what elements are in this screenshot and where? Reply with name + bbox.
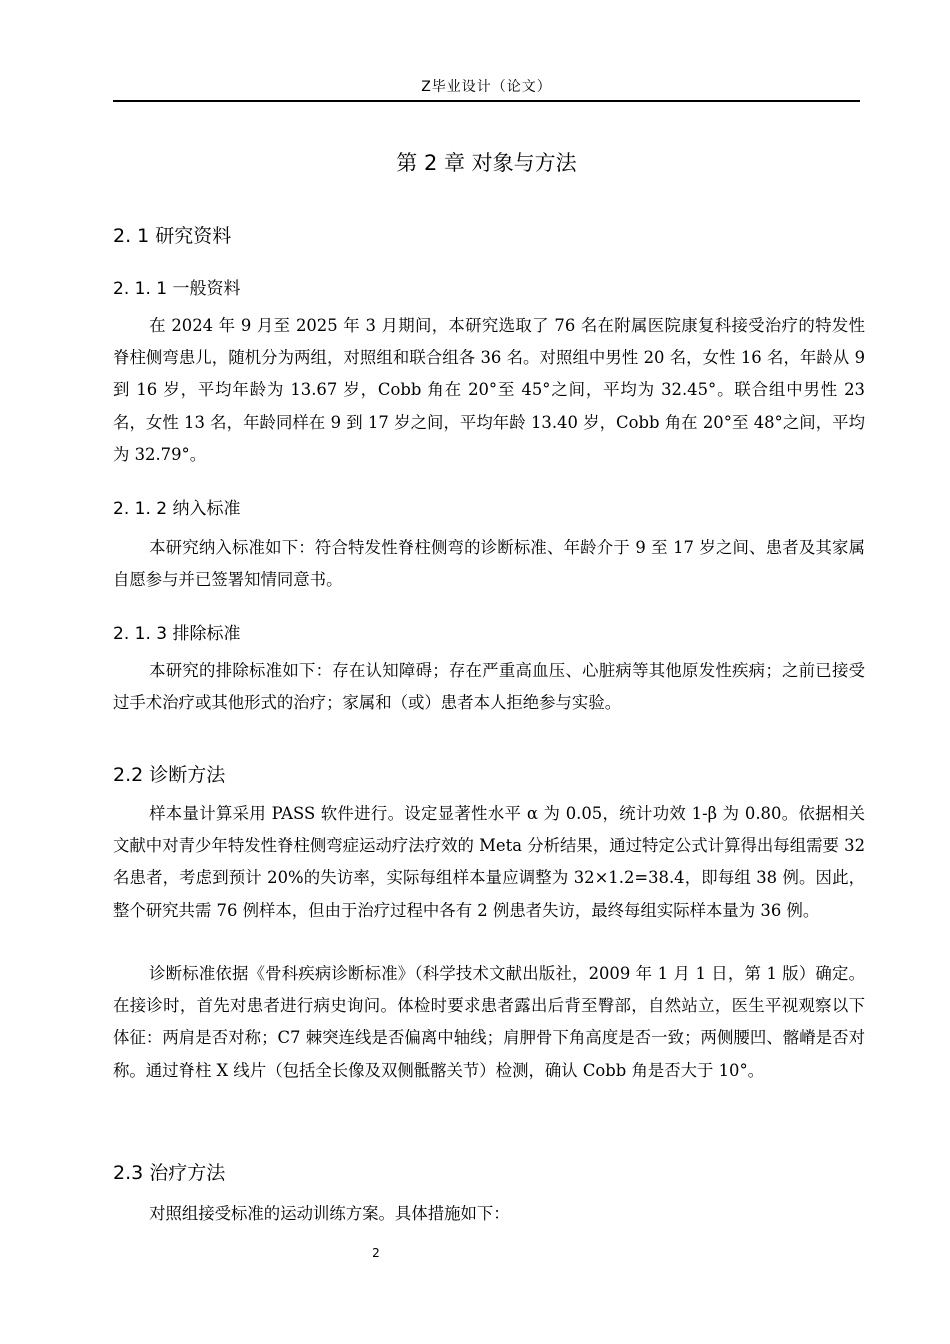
section-heading-2-1: 2. 1 研究资料 (113, 225, 232, 247)
section-heading-2-1-3: 2. 1. 3 排除标准 (113, 624, 241, 644)
section-heading-2-3: 2.3 治疗方法 (113, 1162, 226, 1184)
paragraph-sample-size: 样本量计算采用 PASS 软件进行。设定显著性水平 α 为 0.05，统计功效 1-β 为 0.80。依据相关文献中对青少年特发性脊柱侧弯症运动疗法疗效的 Meta 分析结果，通过特定公式计算得出每组需要 32 名患者，考虑到预计 20%的失访率，实际每组样本量应调整为 32×1.2=38.4，即每组 38 例。因此，整个研究共需 76 例样本，但由于治疗过程中各有 2 例患者失访，最终每组实际样本量为 36 例。 (113, 804, 865, 920)
paragraph-inclusion-criteria: 本研究纳入标准如下：符合特发性脊柱侧弯的诊断标准、年龄介于 9 至 17 岁之间、患者及其家属自愿参与并已签署知情同意书。 (113, 538, 865, 590)
chapter-title: 第 2 章 对象与方法 (396, 151, 577, 175)
section-heading-2-1-2: 2. 1. 2 纳入标准 (113, 499, 241, 519)
section-heading-2-1-1: 2. 1. 1 一般资料 (113, 279, 241, 299)
section-heading-2-2: 2.2 诊断方法 (113, 764, 226, 786)
document-header: Z毕业设计（论文） (421, 79, 552, 95)
paragraph-exclusion-criteria: 本研究的排除标准如下：存在认知障碍；存在严重高血压、心脏病等其他原发性疾病；之前已接受过手术治疗或其他形式的治疗；家属和（或）患者本人拒绝参与实验。 (113, 661, 865, 713)
paragraph-diagnosis-criteria: 诊断标准依据《骨科疾病诊断标准》（科学技术文献出版社，2009 年 1 月 1 日，第 1 版）确定。在接诊时，首先对患者进行病史询问。体检时要求患者露出后背至臀部，自然站立，医生平视观察以下体征：两肩是否对称；C7 棘突连线是否偏离中轴线；肩胛骨下角高度是否一致；两侧腰凹、髂嵴是否对称。通过脊柱 X 线片（包括全长像及双侧骶髂关节）检测，确认 Cobb 角是否大于 10°。 (113, 964, 865, 1080)
page-number: 2 (372, 1246, 380, 1260)
paragraph-general-info: 在 2024 年 9 月至 2025 年 3 月期间，本研究选取了 76 名在附属医院康复科接受治疗的特发性脊柱侧弯患儿，随机分为两组，对照组和联合组各 36 名。对照组中男性 20 名，女性 16 名，年龄从 9 到 16 岁，平均年龄为 13.67 岁，Cobb 角在 20°至 45°之间，平均为 32.45°。联合组中男性 23 名，女性 13 名，年龄同样在 9 到 17 岁之间，平均年龄 13.40 岁，Cobb 角在 20°至 48°之间，平均为 32.79°。 (113, 316, 865, 464)
header-divider (113, 100, 860, 102)
paragraph-treatment-method: 对照组接受标准的运动训练方案。具体措施如下： (149, 1204, 510, 1223)
